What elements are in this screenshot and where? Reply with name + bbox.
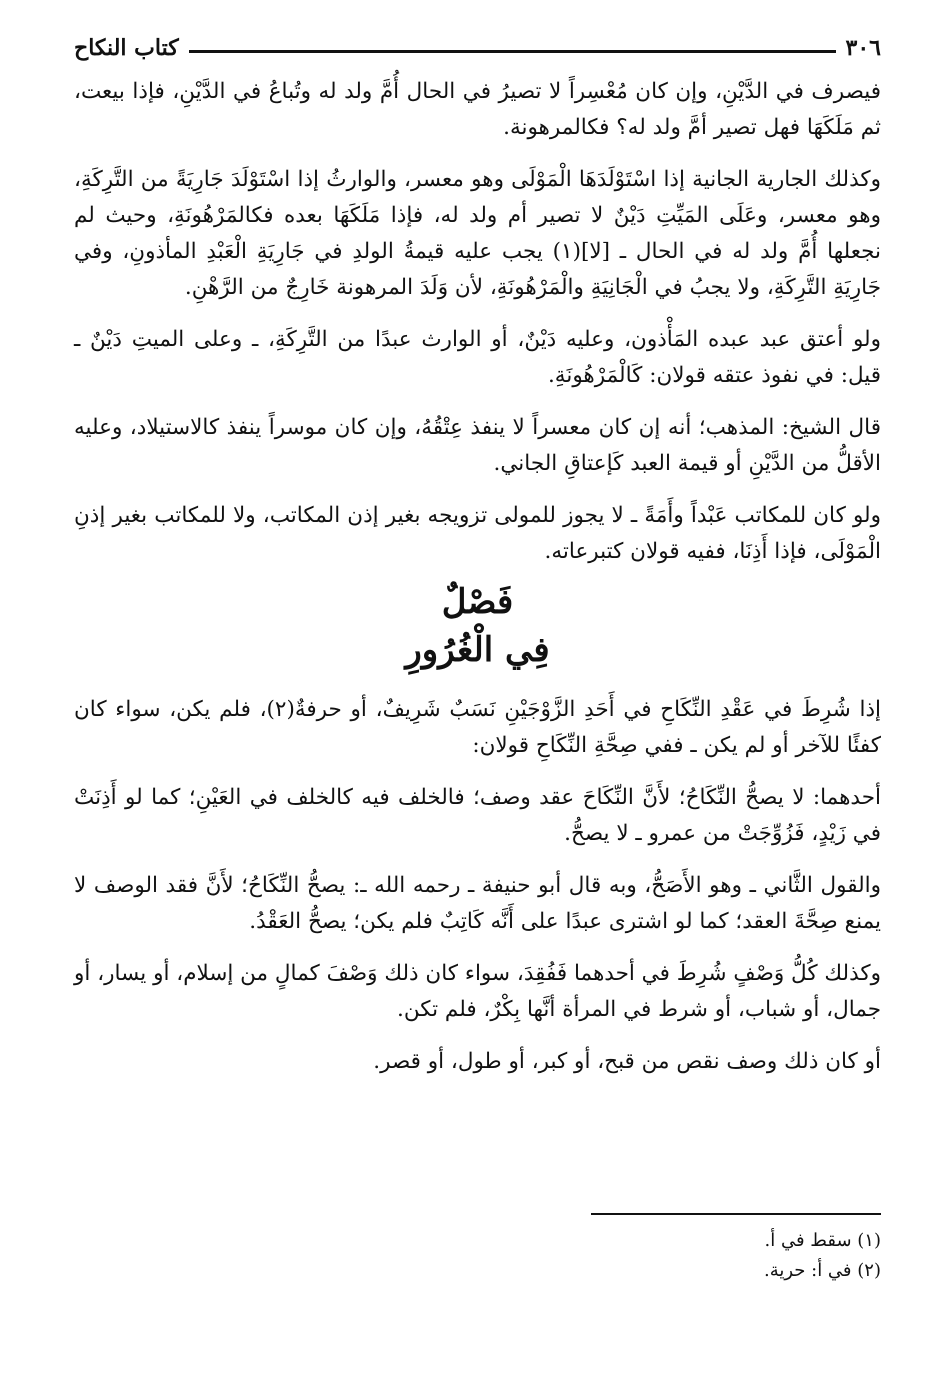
paragraph: والقول الثَّاني ـ وهو الأَصَحُّ، وبه قال أبو حنيفة ـ رحمه الله ـ: يصحُّ النِّكَاحُ؛ لأَنَّ فقد الوصف لا يمنع صِحَّةَ العقد؛ كما لو اشترى عبدًا على أَنَّه كَاتِبٌ فلم يكن؛ يصحُّ العَقْدُ. xyxy=(74,873,881,934)
paragraph: قال الشيخ: المذهب؛ أنه إن كان معسراً لا ينفذ عِتْقُهُ، وإن كان موسراً ينفذ كالاستيلاد، وعليه الأقلُّ من الدَّيْنِ أو قيمة العبد كَإعتاقِ الجاني. xyxy=(74,415,881,476)
footnote: (٢) في أ: حرية. xyxy=(763,1260,881,1281)
header-rule xyxy=(189,50,836,53)
paragraph: وكذلك الجارية الجانية إذا اسْتَوْلَدَهَا الْمَوْلَى وهو معسر، والوارثُ إذا اسْتَوْلَدَ جَارِيَةً من التَّرِكَةِ، وهو معسر، وعَلَى المَيِّتِ دَيْنٌ لا تصير أم ولد له، فإذا مَلَكَهَا بعده فكالمَرْهُونَةِ، وحيث لم نجعلها أُمَّ ولد له في الحال ـ [لا](١) يجب عليه قيمةُ الولدِ في جَارِيَةِ الْعَبْدِ المأذونِ، وفي جَارِيَةِ التَّرِكَةِ، ولا يجبُ في الْجَانِيَةِ والْمَرْهُونَةِ، لأن وَلَدَ المرهونة خَارِجٌ من الرَّهْنِ. xyxy=(74,167,881,300)
page-number: ٣٠٦ xyxy=(845,35,881,61)
paragraph: أحدهما: لا يصحُّ النِّكَاحُ؛ لأَنَّ النِّكَاحَ عقد وصف؛ فالخلف فيه كالخلف في العَيْنِ؛ كما لو أَذِنَتْ في زَيْدٍ، فَزُوِّجَتْ من عمرو ـ لا يصحُّ. xyxy=(74,785,881,846)
paragraph: ولو أعتق عبد عبده المَأْذون، وعليه دَيْنٌ، أو الوارث عبدًا من التَّرِكَةِ، ـ وعلى الميتِ دَيْنٌ ـ قيل: في نفوذ عتقه قولان: كَالْمَرْهُونَةِ. xyxy=(74,327,881,388)
book-title: كتاب النكاح xyxy=(74,35,179,61)
paragraph: فيصرف في الدَّيْنِ، وإن كان مُعْسِراً لا تصيرُ في الحال أُمَّ ولد له وتُباعُ في الدَّيْنِ، فإذا بيعت، ثم مَلَكَهَا فهل تصير أمَّ ولد له؟ فكالمرهونة. xyxy=(74,79,881,140)
section-subtitle: فِي الْغُرُورِ xyxy=(405,630,550,670)
body-text xyxy=(74,74,881,1080)
section-title: فَصْلٌ xyxy=(441,582,514,622)
paragraph: إذا شُرِطَ في عَقْدِ النِّكَاحِ في أَحَدِ الزَّوْجَيْنِ نَسَبٌ شَرِيفٌ، أو حرفةٌ(٢)، فلم يكن، سواء كان كفئًا للآخر أو لم يكن ـ ففي صِحَّةِ النِّكَاحِ قولان: xyxy=(74,697,882,758)
paragraph: ولو كان للمكاتب عَبْداً وأَمَةً ـ لا يجوز للمولى تزويجه بغير إذن المكاتب، ولا للمكاتب بغير إذنِ الْمَوْلَى، فإذا أَذِنَا، ففيه قولان كتبرعاته. xyxy=(74,503,881,564)
footnotes xyxy=(61,1226,881,1286)
footnote-separator xyxy=(591,1213,881,1215)
footnote: (١) سقط في أ. xyxy=(764,1230,881,1251)
paragraph: أو كان ذلك وصف نقص من قبح، أو كبر، أو طول، أو قصر. xyxy=(373,1049,881,1074)
paragraph: وكذلك كُلُّ وَصْفٍ شُرِطَ في أحدهما فَفُقِدَ، سواء كان ذلك وَصْفَ كمالٍ من إسلام، أو يسار، أو جمال، أو شباب، أو شرط في المرأة أنَّها بِكْرٌ، فلم تكن. xyxy=(74,961,881,1022)
running-header xyxy=(74,28,881,68)
